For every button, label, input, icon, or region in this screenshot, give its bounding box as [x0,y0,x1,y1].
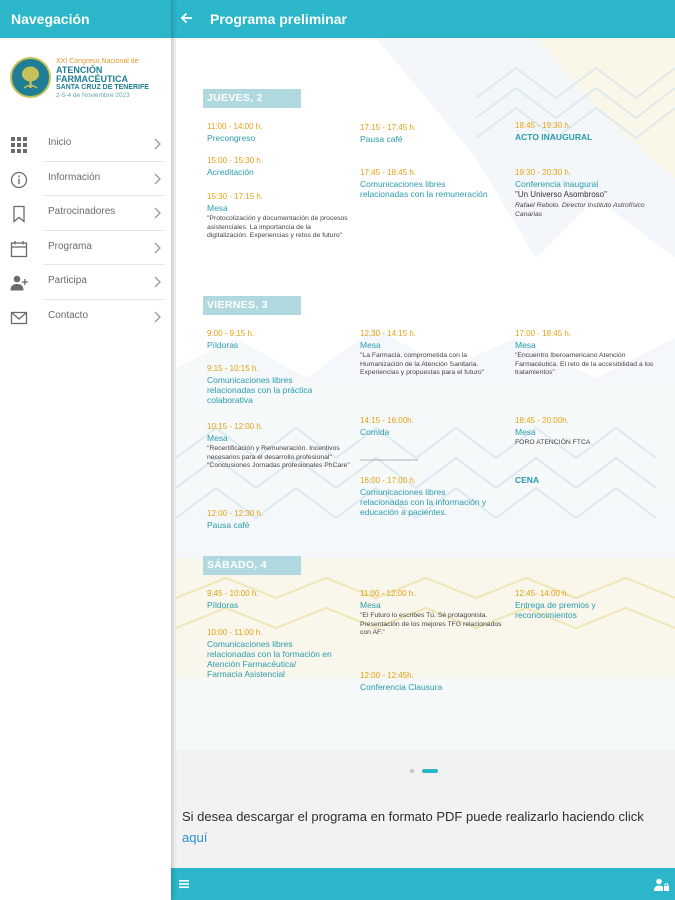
slot-subtitle: "Un Universo Asombroso" [515,190,607,199]
page-dot[interactable] [410,769,414,773]
nav-list [0,127,171,334]
back-arrow-icon[interactable] [179,10,195,26]
slot-description: "Encuentro Iberoamericano Atención Farmacéutica. El reto de la accesibilidad a los tratamientos" [515,352,654,377]
logo-line-5: 2-5-4 de Noviembre 2023 [56,92,130,99]
logo-emblem [10,57,51,98]
logo-text [56,58,149,100]
slot-time: 11:00 - 12:00 h. [360,589,416,598]
slot-description: Rafael Rebolo. Director Instituto Astrofísico Canarias [515,202,645,218]
slot-title: Comunicaciones libres relacionadas con la práctica colaborativa [207,375,313,405]
slot-time: 17:15 - 17:45 h. [360,123,417,132]
schedule-slot [207,364,327,405]
add-person-icon [10,274,28,292]
nav-label-patrocinadores: Patrocinadores [48,206,116,217]
schedule-slot [515,329,660,378]
slot-title: Mesa [515,427,536,437]
slot-title: Pausa café [207,520,250,530]
schedule-slot [360,476,495,517]
navigation-drawer [0,0,171,900]
schedule-slot [360,168,490,199]
schedule-slot [360,671,505,692]
slot-time: 18:45 - 19:30 h. [515,121,572,130]
slot-description: "Protocolización y documentación de procesos asistenciales. La importancia de la digitalización. Experiencias y retos de futuro" [207,215,348,240]
slot-time: 12:45- 14:00 h. [515,589,569,598]
nav-item-informacion[interactable] [0,162,171,197]
logo-line-4: SANTA CRUZ DE TENERIFE [56,84,149,91]
calendar-icon [10,240,28,258]
slot-time: 18:45 - 20:00h. [515,416,569,425]
nav-title: Navegación [0,0,171,38]
slot-description: "Recertificación y Remuneración. Incentivos necesarios para el desarrollo profesional" "Conclusiones Jornadas profesionales PhCare" [207,445,350,470]
schedule-slot [515,168,660,219]
schedule-slot [360,589,505,638]
chevron-right-icon [152,310,162,324]
tree-icon [21,66,40,89]
chevron-right-icon [152,241,162,255]
slot-time: 15:30 - 17:15 h. [207,192,264,201]
nav-item-contacto[interactable] [0,300,171,335]
nav-item-inicio[interactable] [0,127,171,162]
slot-title: Comunicaciones libres relacionadas con la formación en Atención Farmacéutica/ Farmacia Asistencial [207,639,332,679]
schedule-slot [360,123,505,144]
slot-time: 11:00 - 14:00 h. [207,122,263,131]
schedule-slot [515,416,660,448]
nav-item-participa[interactable] [0,265,171,300]
slot-title: Mesa [360,340,381,350]
nav-label-contacto: Contacto [48,309,89,321]
slot-description: "La Farmacia, comprometida con la Humanización de la Atención Sanitaria. Experiencias y propuestas para el futuro" [360,352,485,377]
schedule-slot [360,416,505,437]
chevron-right-icon [152,206,162,220]
page-dot-active[interactable] [422,769,438,773]
nav-label-participa: Participa [48,275,87,286]
nav-item-programa[interactable] [0,231,171,266]
slot-title: Mesa [360,600,381,610]
slot-title: Conferencia Clausura [360,682,443,692]
slot-title: Comunicaciones libres relacionadas con la remuneración [360,179,488,199]
chevron-right-icon [152,275,162,289]
nav-label-inicio: Inicio [48,137,72,148]
logo-line-1: XXI Congreso Nacional de [56,58,139,65]
logo-line-2: ATENCIÓN [56,65,103,75]
slot-time: 12:00 - 12:45h. [360,671,414,680]
nav-item-patrocinadores[interactable] [0,196,171,231]
slot-time: 12:00 - 12:30 h. [207,509,264,518]
schedule-slot [515,474,660,485]
nav-label-informacion: Información [48,171,101,183]
person-lock-icon[interactable] [654,878,669,891]
slot-time: 16:00 - 17:00 h. [360,476,417,485]
slot-time: 10:15 - 12:00 h. [207,422,264,431]
slot-title: Píldoras [207,340,239,350]
slot-title: Mesa [207,203,228,213]
bottom-bar [171,868,675,900]
slot-title: Píldoras [207,600,239,610]
chevron-right-icon [152,172,162,186]
day-header-saturday: SÁBADO, 4 [203,556,301,575]
schedule-slot [360,329,505,378]
slot-time: 9:45 - 10:00 h. [207,589,259,598]
app-bar [171,0,675,38]
bookmark-icon [10,205,28,223]
slot-time: 19:30 - 20:30 h. [515,168,572,177]
congress-logo[interactable] [10,57,160,101]
slot-time: 9:15 - 10:15 h. [207,364,259,373]
slot-title: Comunicaciones libres relacionadas con la información y educación a pacientes. [360,487,487,517]
schedule-slot [207,329,352,350]
slot-time: 15:00 - 15:30 h. [207,156,264,165]
slot-description: "El Futuro lo escribes Tú. Sé protagonista. Presentación de los mejores TFG relacionados con AF." [360,612,502,637]
slot-title: ACTO INAUGURAL [515,132,593,142]
schedule-slot [207,589,352,610]
schedule-slot [207,422,352,471]
schedule-slot [207,628,332,679]
slot-time: 17:45 - 18:45 h. [360,168,417,177]
slot-title: Precongreso [207,133,256,143]
page-title: Programa preliminar [210,11,347,27]
slot-time: 12:30 - 14:15 h. [360,329,417,338]
page-indicator[interactable] [410,768,440,774]
schedule-slot [207,509,352,530]
download-text: Si desea descargar el programa en formato PDF puede realizarlo haciendo click [182,809,644,824]
slot-title: CENA [515,475,540,485]
menu-icon[interactable] [179,879,189,889]
logo-line-3: FARMACÉUTICA [56,74,128,84]
slot-title: Mesa [515,340,536,350]
chevron-right-icon [152,137,162,151]
slot-title: Mesa [207,433,228,443]
slot-title: Entrega de premios y reconocimientos [515,600,596,620]
day-header-thursday: JUEVES, 2 [203,89,301,108]
slot-time: 10:00 - 11:00 h. [207,628,263,637]
slot-time: 9:00 - 9:15 h. [207,329,255,338]
info-icon [10,171,28,189]
schedule-slot [515,121,660,142]
slot-time: 17:00 - 18:45 h. [515,329,572,338]
schedule-slot [207,192,352,241]
schedule-slot [207,156,352,177]
program-image[interactable] [176,38,675,750]
slot-title: Pausa café [360,134,403,144]
download-link[interactable]: aquí [182,830,208,845]
schedule-slot [515,589,635,620]
slot-title: Conferencia inaugural [515,179,599,189]
slot-title: Comida [360,427,390,437]
day-header-friday: VIERNES, 3 [203,296,301,315]
slot-description: FORO ATENCIÓN FTCA [515,439,591,446]
schedule-slot [207,122,352,143]
nav-label-programa: Programa [48,240,92,252]
grid-icon [10,136,28,154]
download-notice [182,806,667,848]
slot-title: Acreditación [207,167,254,177]
mail-icon [10,309,28,327]
slot-time: 14:15 - 16:00h. [360,416,414,425]
